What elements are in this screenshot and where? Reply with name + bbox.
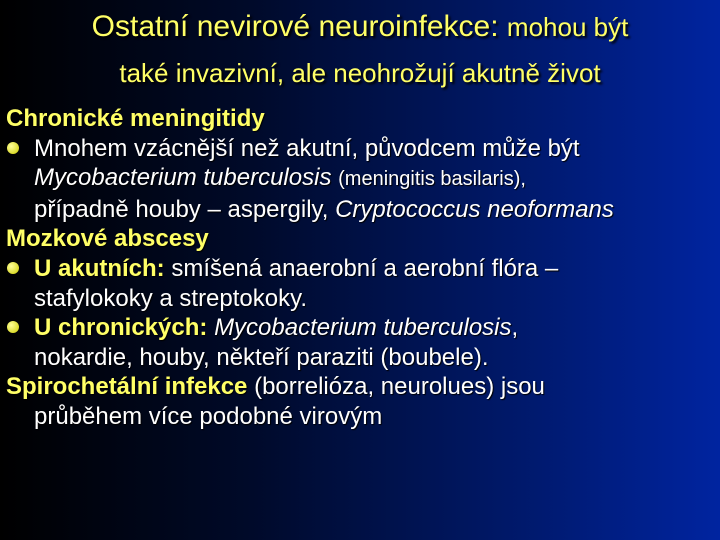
heading-spirochete: Spirochetální infekce — [6, 373, 248, 401]
pathogen-name: Mycobacterium tuberculosis — [34, 164, 332, 192]
spiro-text: (borrelióza, neurolues) jsou — [254, 373, 545, 401]
bullet-text: , — [511, 314, 519, 342]
spirochete-paragraph — [6, 372, 718, 402]
heading-brain-abscess: Mozkové abscesy — [6, 225, 209, 253]
title-main: Ostatní nevirové neuroinfekce: — [91, 10, 499, 43]
slide-body — [6, 104, 718, 432]
title-line-2: také invazivní, ale neohrožují akutně život — [119, 58, 601, 88]
bullet-label: U chronických: — [34, 314, 208, 342]
bullet-text: nokardie, houby, někteří paraziti (boubele). — [34, 343, 489, 371]
title-line-1 — [0, 8, 720, 46]
bullet-label: U akutních: — [34, 254, 165, 282]
bullet-dot-icon — [7, 262, 19, 274]
pathogen-name: Cryptococcus neoformans — [335, 195, 614, 223]
bullet-note: (meningitis basilaris), — [338, 168, 526, 191]
spiro-text-continued: průběhem více podobné virovým — [34, 402, 383, 430]
bullet-dot-icon — [7, 321, 19, 333]
heading-chronic-meningitis: Chronické meningitidy — [6, 105, 265, 132]
bullet-acute — [6, 254, 718, 313]
title-small: mohou být — [506, 12, 629, 42]
bullet-chronic-abscess — [6, 313, 718, 372]
bullet-text: případně houby – aspergily, — [34, 195, 329, 223]
bullet-text: stafylokoky a streptokoky. — [34, 284, 307, 312]
bullet-dot-icon — [7, 142, 19, 154]
bullet-chronic — [6, 134, 718, 225]
pathogen-name: Mycobacterium tuberculosis — [214, 314, 512, 342]
bullet-text: Mnohem vzácnější než akutní, původcem může být — [34, 134, 580, 162]
bullet-text: smíšená anaerobní a aerobní flóra – — [171, 254, 559, 282]
slide-title — [0, 8, 720, 90]
